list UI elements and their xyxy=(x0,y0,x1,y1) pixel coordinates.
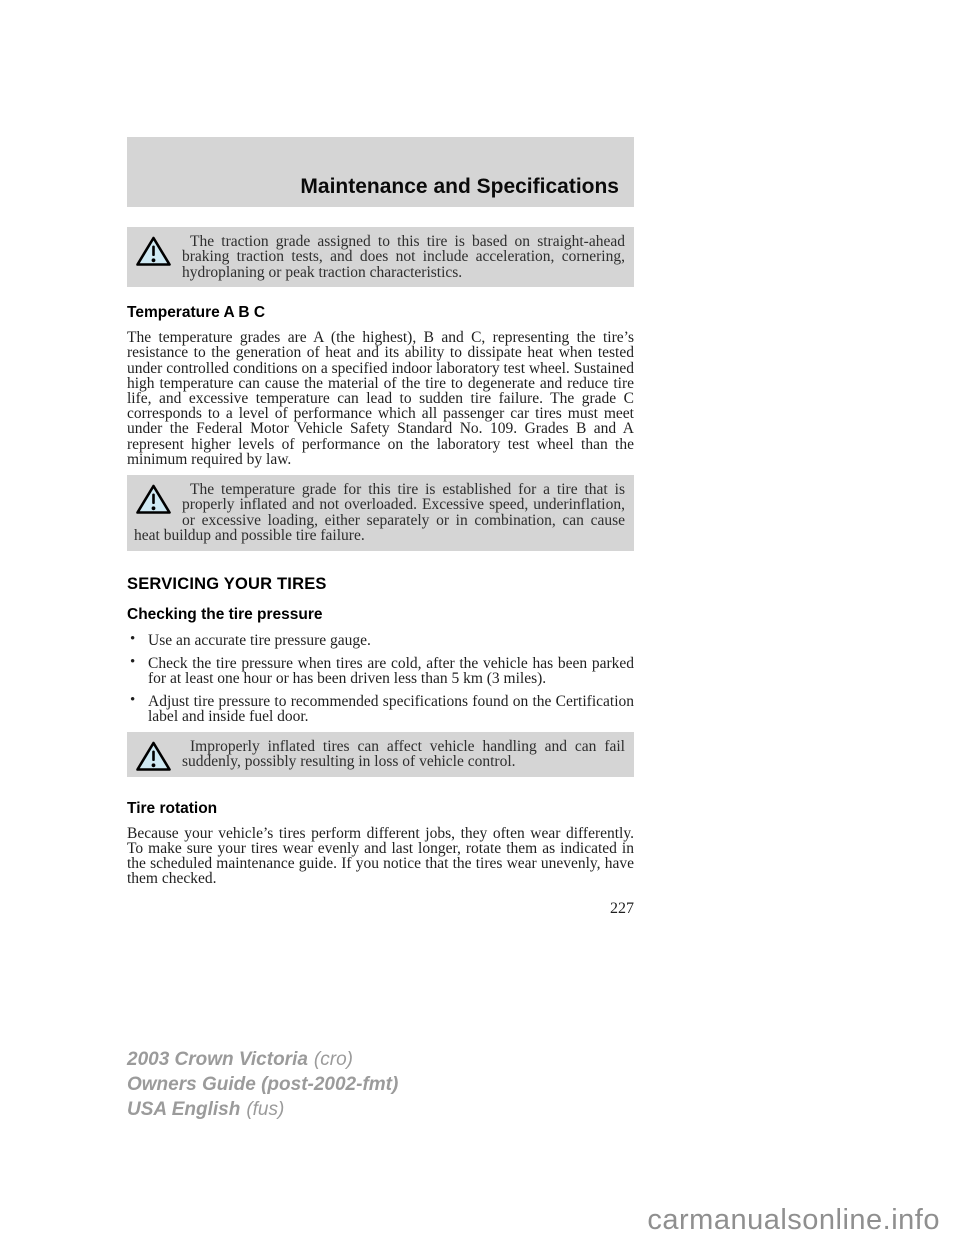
notice-text: Improperly inflated tires can affect vehicle handling and can fail suddenly, possibly resulting in loss of vehicle control. xyxy=(182,737,625,771)
temperature-notice-box xyxy=(127,475,634,551)
document-footer xyxy=(127,1047,404,1122)
footer-line xyxy=(127,1097,404,1122)
bullet-icon: • xyxy=(130,692,136,709)
warning-triangle-icon xyxy=(135,483,172,515)
bullet-icon: • xyxy=(130,630,136,647)
list-item-text: Check the tire pressure when tires are cold, after the vehicle has been parked for at least one hour or has been driven less than 5 km (3 miles). xyxy=(148,654,634,688)
warning-triangle-icon xyxy=(135,740,172,772)
notice-text: The traction grade assigned to this tire is based on straight-ahead braking traction tests, and does not include acceleration, cornering, hydroplaning or peak traction characteristics. xyxy=(182,233,625,281)
list-item xyxy=(127,630,634,649)
notice-text: The temperature grade for this tire is established for a tire that is properly inflated and not overloaded. Excessive speed, underinflation, or excessive loading, either separately or in combination, can cause heat buildup and possible tire failure. xyxy=(134,481,625,545)
footer-vehicle-name: 2003 Crown Victoria xyxy=(127,1049,308,1070)
traction-notice-box xyxy=(127,227,634,287)
footer-guide-name: Owners Guide (post-2002-fmt) xyxy=(127,1074,399,1095)
watermark-text: carmanualsonline.info xyxy=(647,1204,940,1236)
bullet-icon: • xyxy=(130,653,136,670)
chapter-title: Maintenance and Specifications xyxy=(300,175,619,198)
temperature-heading: Temperature A B C xyxy=(127,304,266,322)
footer-code: (cro) xyxy=(313,1049,353,1070)
page-number: 227 xyxy=(610,900,634,918)
list-item-text: Adjust tire pressure to recommended specifications found on the Certification label and inside fuel door. xyxy=(148,693,634,726)
tire-rotation-paragraph: Because your vehicle’s tires perform different jobs, they often wear differently. To make sure your tires wear evenly and last longer, rotate them as indicated in the scheduled maintenance guide. If you notice that the tires wear unevenly, have them checked. xyxy=(127,824,634,888)
footer-line xyxy=(127,1072,404,1097)
warning-triangle-icon xyxy=(135,235,172,267)
chapter-header-band xyxy=(127,137,634,207)
tire-pressure-bullet-list xyxy=(127,630,634,726)
list-item xyxy=(127,653,634,688)
list-item xyxy=(127,694,634,724)
tire-rotation-heading: Tire rotation xyxy=(127,799,218,817)
inflation-notice-box xyxy=(127,732,634,777)
footer-language: USA English xyxy=(127,1099,241,1120)
temperature-paragraph: The temperature grades are A (the highest), B and C, representing the tire’s resistance to the generation of heat and its ability to dissipate heat when tested under controlled conditions on a specified indoor laboratory test wheel. Sustained high temperature can cause the material of the tire to degenerate and reduce tire life, and excessive temperature can lead to sudden tire failure. The grade C corresponds to a level of performance which all passenger car tires must meet under the Federal Motor Vehicle Safety Standard No. 109. Grades B and A represent higher levels of performance on the laboratory test wheel than the minimum required by law. xyxy=(127,329,634,468)
checking-pressure-heading: Checking the tire pressure xyxy=(127,605,323,623)
content-column xyxy=(127,0,634,918)
servicing-heading: SERVICING YOUR TIRES xyxy=(127,574,327,593)
list-item-text: Use an accurate tire pressure gauge. xyxy=(148,631,371,649)
footer-code: (fus) xyxy=(246,1099,285,1120)
footer-line xyxy=(127,1047,404,1072)
